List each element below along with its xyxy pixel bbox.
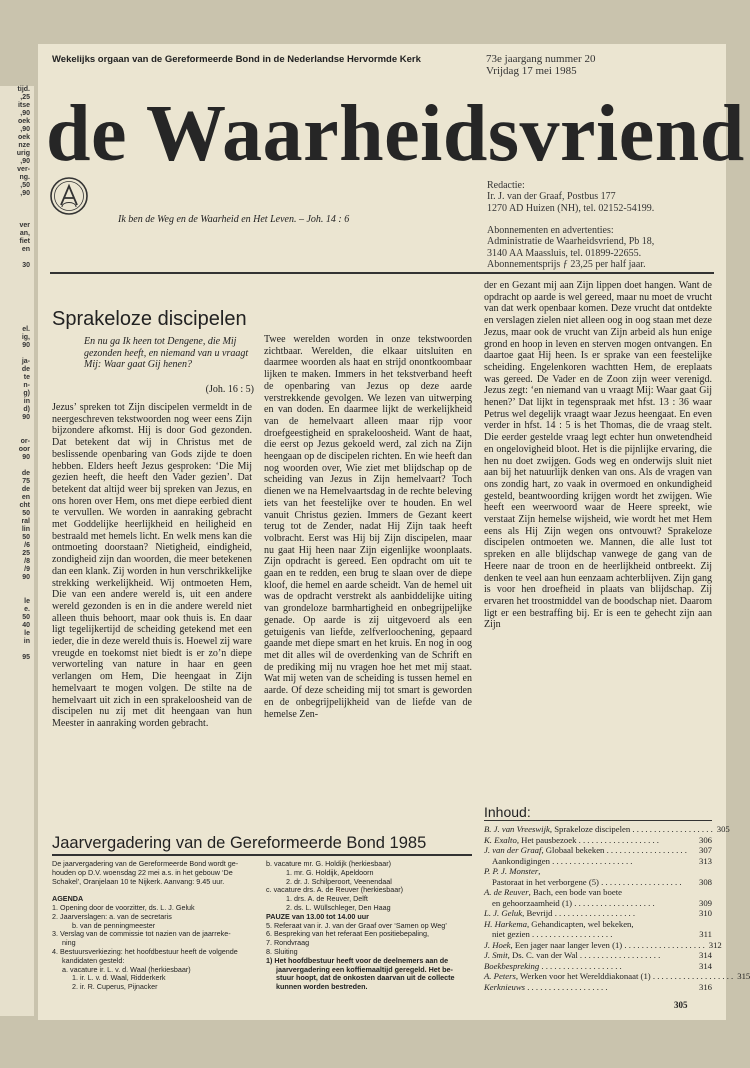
- strip-fragment: tijd.: [17, 86, 30, 93]
- toc-entry-title: A. Peters, Werken voor het Werelddiakonaat (1) . . . . . . . . . . . . . . . . . . .: [484, 971, 734, 981]
- jaarvergadering-line: 1) Het hoofdbestuur heeft voor de deelnemers aan de: [266, 955, 449, 965]
- jaarvergadering-line: [52, 886, 260, 895]
- strip-fragment: 90: [22, 414, 30, 421]
- toc-entry-page: 312: [708, 939, 722, 950]
- inhoud-title: Inhoud:: [484, 804, 531, 820]
- strip-fragment: ,90: [20, 110, 30, 117]
- toc-entry: [484, 919, 712, 930]
- toc-entry-page: 316: [698, 981, 712, 992]
- header-rule: [50, 272, 714, 274]
- toc-entry-page: 313: [698, 855, 712, 866]
- strip-fragment: nze: [18, 142, 30, 149]
- toc-entry: [484, 929, 712, 940]
- jaarvergadering-line: Schakel’, Oranjelaan 10 te Nijkerk. Aanvang: 9.45 uur.: [52, 876, 225, 886]
- toc-entry: [484, 845, 712, 856]
- toc-entry: [484, 887, 712, 898]
- toc-entry-title: J. Smit, Ds. C. van der Wal . . . . . . . . . . . . . . . . . . .: [484, 950, 661, 960]
- strip-fragment: el.: [22, 326, 30, 333]
- jaarvergadering-line: kandidaten gesteld:: [62, 955, 125, 965]
- masthead-motto: Ik ben de Weg en de Waarheid en Het Leven. – Joh. 14 : 6: [118, 214, 350, 225]
- strip-fragment: [0, 294, 34, 302]
- strip-fragment: [0, 214, 34, 222]
- toc-entry-page: 307: [698, 845, 712, 855]
- toc-entry: [484, 877, 712, 888]
- strip-fragment: ng.: [19, 174, 30, 181]
- strip-fragment: [0, 582, 34, 590]
- toc-entry: [484, 982, 712, 993]
- toc-entry: [484, 908, 712, 919]
- strip-fragment: an,: [19, 230, 30, 237]
- table-of-contents: [484, 820, 750, 992]
- jaarvergadering-rule: [52, 854, 472, 856]
- redactie-line: 1270 AD Huizen (NH), tel. 02152-54199.: [487, 202, 655, 214]
- strip-fragment: d): [23, 406, 30, 413]
- strip-fragment: ,90: [20, 158, 30, 165]
- toc-entry: [484, 939, 722, 951]
- toc-entry: [484, 866, 712, 877]
- toc-entry: [484, 835, 712, 846]
- strip-fragment: 30: [22, 262, 30, 269]
- article-column-3: [484, 280, 712, 631]
- toc-entry-title: B. J. van Vreeswijk, Sprakeloze discipelen . . . . . . . . . . . . . . . . . . .: [484, 824, 713, 834]
- strip-fragment: 90: [22, 454, 30, 461]
- jaarvergadering-line: 1. mr. G. Holdijk, Apeldoorn: [286, 867, 374, 877]
- alpha-omega-logo-icon: [49, 176, 89, 216]
- issue-info: [486, 53, 595, 77]
- jaarvergadering-line: ning: [62, 938, 76, 948]
- strip-fragment: ,25: [20, 94, 30, 101]
- jaarvergadering-line: 4. Bestuursverkiezing: het hoofdbestuur heeft de volgende: [52, 946, 238, 956]
- strip-fragment: urig: [16, 150, 30, 157]
- strip-fragment: en: [21, 246, 30, 253]
- strip-fragment: 50: [22, 510, 30, 517]
- toc-entry-title: A. de Reuver, Bach, een bode van boete: [484, 887, 622, 897]
- toc-entry-page: [708, 919, 712, 930]
- strip-fragment: en: [21, 494, 30, 501]
- jaarvergadering-line: 1. drs. A. de Reuver, Delft: [286, 894, 368, 904]
- toc-entry-page: 314: [698, 950, 712, 960]
- toc-entry-page: 311: [699, 929, 712, 939]
- toc-entry-title: niet gezien . . . . . . . . . . . . . . . . . . .: [492, 929, 613, 939]
- jaarvergadering-line: 7. Rondvraag: [266, 938, 310, 948]
- redactie-line: Redactie:: [487, 180, 525, 191]
- strip-fragment: cht: [19, 502, 30, 509]
- toc-entry-page: 308: [698, 876, 712, 887]
- strip-fragment: [0, 286, 34, 294]
- jaarvergadering-right: [266, 860, 472, 992]
- strip-fragment: 50: [22, 534, 30, 541]
- strip-fragment: 40: [22, 622, 30, 629]
- toc-entry-page: 309: [698, 897, 712, 908]
- strip-fragment: [0, 254, 34, 262]
- toc-entry-page: 306: [698, 834, 712, 845]
- toc-entry-title: K. Exalto, Het pausbezoek . . . . . . . . . . . . . . . . . . .: [484, 834, 659, 845]
- toc-entry-title: Boekbespreking . . . . . . . . . . . . . . . . . . .: [484, 960, 622, 971]
- jaarvergadering-line: AGENDA: [52, 894, 84, 904]
- strip-fragment: [0, 318, 34, 326]
- strip-fragment: [0, 270, 34, 278]
- toc-entry-title: J. Hoek, Een jager naar langer leven (1) . . . . . . . . . . . . . . . . . . .: [484, 939, 705, 950]
- strip-fragment: de: [21, 366, 30, 373]
- strip-fragment: ig,: [21, 334, 30, 341]
- strip-fragment: ,90: [20, 190, 30, 197]
- strip-fragment: lin: [21, 526, 30, 533]
- strip-fragment: ,50: [20, 182, 30, 189]
- strip-fragment: /9: [24, 566, 30, 573]
- strip-fragment: [0, 350, 34, 358]
- issue-date: Vrijdag 17 mei 1985: [486, 65, 577, 77]
- strip-fragment: ver-: [17, 166, 30, 173]
- strip-fragment: in: [23, 398, 30, 405]
- strip-fragment: 50: [22, 614, 30, 621]
- strip-fragment: ral: [21, 518, 30, 525]
- jaarvergadering-line: b. vacature mr. G. Holdijk (herkiesbaar): [266, 859, 392, 868]
- strip-fragment: [0, 278, 34, 286]
- redactie-line: Abonnementsprijs ƒ 23,25 per half jaar.: [487, 259, 646, 271]
- toc-entry: [484, 971, 750, 982]
- strip-fragment: [0, 590, 34, 598]
- article-column-1: [52, 402, 252, 730]
- jaarvergadering-line: houden op D.V. woensdag 22 mei a.s. in het gebouw ‘De: [52, 867, 233, 877]
- strip-fragment: [0, 646, 34, 654]
- strip-fragment: 75: [22, 478, 30, 485]
- strip-fragment: /8: [24, 558, 30, 565]
- strip-fragment: le: [24, 630, 30, 637]
- strip-fragment: oek: [17, 118, 30, 125]
- toc-entry-title: L. J. Geluk, Bevrijd . . . . . . . . . . . . . . . . . . .: [484, 908, 636, 918]
- strip-fragment: [0, 462, 34, 470]
- strip-fragment: [0, 198, 34, 206]
- redactie-line: Administratie de Waarheidsvriend, Pb 18,: [487, 236, 655, 248]
- toc-entry-page: [708, 866, 712, 877]
- jaarvergadering-line: c. vacature drs. A. de Reuver (herkiesbaar): [266, 885, 404, 895]
- article-quote: En nu ga Ik heen tot Dengene, die Mij gezonden heeft, en niemand van u vraagt Mij: Waar gaat Gij henen?: [84, 336, 249, 371]
- jaarvergadering-line: 6. Bespreking van het referaat Een positiebepaling,: [266, 929, 430, 939]
- jaarvergadering-line: 1. Opening door de voorzitter, ds. L. J. Geluk: [52, 902, 195, 912]
- strip-fragment: 90: [22, 342, 30, 349]
- strip-fragment: [0, 310, 34, 318]
- toc-entry-title: P. P. J. Monster,: [484, 866, 541, 876]
- strip-fragment: [0, 430, 34, 438]
- redactie-line: 3140 AA Maassluis, tel. 01899-22655.: [487, 247, 642, 259]
- redactie-line: Ir. J. van der Graaf, Postbus 177: [487, 191, 616, 203]
- issue-volume: 73e jaargang nummer 20: [486, 53, 596, 65]
- strip-fragment: le: [24, 598, 30, 605]
- adjacent-page-strip: [0, 86, 34, 1016]
- jaarvergadering-left: [52, 860, 260, 992]
- strip-fragment: te: [23, 374, 30, 381]
- jaarvergadering-line: 5. Referaat van ir. J. van der Graaf over ‘Samen op Weg’: [266, 920, 447, 930]
- jaarvergadering-line: b. van de penningmeester: [72, 920, 156, 930]
- strip-fragment: ver: [19, 222, 30, 229]
- strip-fragment: 95: [22, 654, 30, 661]
- jaarvergadering-line: 2. ir. R. Cuperus, Pijnacker: [72, 982, 158, 992]
- article-quote-ref: (Joh. 16 : 5): [205, 384, 254, 395]
- strip-fragment: oek: [17, 134, 30, 141]
- redactie-block: [487, 180, 654, 270]
- article-title: Sprakeloze discipelen: [52, 308, 247, 330]
- article-col1-text: Jezus’ spreken tot Zijn discipelen vermeldt in de neergeschreven tekstwoorden nog weer eens Zijn bijzondere afkomst. Hij is door God gezonden. Dat betekent dat wij in Christus met de beslissende openbaring van Gods zijde te doen hebben. Elders heeft Jezus gesproken: ‘Die Mij gezien heeft, die heeft den Vader gezien’. Dat betekent dat altijd weer bij spreken van Jezus, en ons horen over Hem, ons met diepe eerbied dient te vervullen. We worden in aanraking gebracht met Goddelijke heerlijkheid en heiligheid en bestraald met hemels licht. En welk mens kan die ontmoeting doorstaan? Nietigheid, eindigheid, zondigheid zijn dan woorden, die meer betekenen dan een klank. Zij worden in hun verschrikkelijke strekking werkelijkheid. Wij ontmoeten Hem, Die van een andere wereld is, uit een andere wereld gezonden is en in die andere wereld niet alleen thuis behoort, maar ook thuis is. En daar ligt tegelijkertijd de scheiding getekend met een ieder, die in deze wereld thuis is. Hoewel zij ware vreugde en toekomst niet biedt is er zo’n diepe verworteling van nature in haar en geen verlangen om Hem, Die heengaat in Zijn hemelvaart te mogen volgen. De stilte na de hemelvaart uit zich in een sprakeloosheid van de discipelen nu zij met dit heengaan van hun Meester in aanraking worden gebracht.: [52, 402, 252, 729]
- toc-entry: [484, 961, 712, 972]
- strip-fragment: itse: [17, 102, 30, 109]
- jaarvergadering-line: 1. ir. L. v. d. Waal, Ridderkerk: [72, 973, 166, 983]
- toc-entry-title: en gehoorzaamheid (1) . . . . . . . . . . . . . . . . . . .: [492, 897, 655, 908]
- strip-fragment: or-: [20, 438, 30, 445]
- strip-fragment: in: [23, 638, 30, 645]
- strip-fragment: fiet: [19, 238, 30, 245]
- redactie-line: [487, 214, 654, 225]
- toc-entry-title: Aankondigingen . . . . . . . . . . . . . . . . . . .: [492, 855, 633, 866]
- strip-fragment: /6: [24, 542, 30, 549]
- publication-tagline: Wekelijks orgaan van de Gereformeerde Bond in de Nederlandse Hervormde Kerk: [52, 54, 421, 65]
- jaarvergadering-line: 2. dr. J. Schilperoort, Veenendaal: [286, 876, 392, 886]
- article-col3-text: der en Gezant mij aan Zijn lippen doet hangen. Want de opdracht op aarde is wel gereed, maar nu moet de vrucht van dat werk openbaar komen. Deze vrucht dat ontdekte en verslagen zielen niet alleen oog in oog staan met deze Jezus, maar ook de vrucht van Zijn arbeid als hun enige grond en hoop in leven en sterven mogen ontvangen. En daartoe gaat Hij heen. Is er sprake van een feestelijke scheiding. Engelenkoren wachtten Hem, de ereplaats was gereed. De Vader en de Zoon zijn weer verenigd. Jezus zegt: ‘en niemand van u vraagt Mij: Waar gaat Gij henen?’ Dat lijkt in tegenspraak met hfst. 13 : 36 waar Petrus wel degelijk vraagt waar Jezus heengaat. En even verder in hfst. 14 : 5 is het Thomas, die de vraag stelt. Die eerder gestelde vraag legt echter hun onwetendheid en ongelovigheid bloot. Het is die pijnlijke ervaring, die hen nu doet zwijgen. Gods weg en onderwijs sluit niet aan bij het natuurlijk denken van ons. Als de vragen van ons zondig hart, zo vaak in overmoed en onkundigheid gesteld, beantwoording krijgen wordt het zwijgen. Wie heeft een weerwoord waar de Heere spreekt, wie verstaat Zijn hemelse wijsheid, wie wordt het met Hem eens als Hij Zijn wegen ons ontvouwt? Sprakeloze discipelen ontmoeten we. Mannen, die alle lust tot spreken en alle blijdschap vanwege de gang van de Heere naar de troon en de heerlijkheid ontbreekt. Zij denken te veel aan hun eenzaam achterblijven. Zijn gang is voor hen droefheid in plaats van blijdschap. Zij ervaren het troostmiddel van de boodschap niet. Daarom ligt er een bestraffing bij. Er is een te gehecht zijn aan Zijn: [484, 280, 712, 631]
- strip-fragment: de: [21, 486, 30, 493]
- jaarvergadering-line: 2. ds. L. Wüllschleger, Den Haag: [286, 902, 391, 912]
- strip-fragment: e.: [24, 606, 30, 613]
- strip-fragment: oor: [18, 446, 30, 453]
- toc-entry-title: H. Harkema, Gehandicapten, wel bekeken,: [484, 918, 634, 929]
- toc-entry: [484, 898, 712, 909]
- article-col2-text: Twee werelden worden in onze tekstwoorden zichtbaar. Werelden, die elkaar uitsluiten en daarmee woorden als haat en strijd onontkoombaar lijken te maken. Immers in het tekstverband heeft de openbaring van Jezus op deze aarde verstrekkende gevolgen. We lezen van uitwerping en van doden. En daarmee lijkt de werkelijkheid van de hemelvaart alleen maar rijp voor droefgeestigheid en sprakeloosheid. Want de haat, die eerst op Jezus gekoeld werd, zal zich na Zijn heengaan op de discipelen richten. En wie heeft dan nog woorden over, Wie ziet met blijdschap op de scheiding van Jezus in Zijn hemelvaart? Toch dienen we na Hemelvaartsdag in de rechte beleving iets van het feestelijke over te houden. En wel vanuit Christus gezien. Immers de Gezant keert terug tot de Zender, nadat Hij Zijn taak heeft volbracht. Eerst was Hij bij Zijn discipelen, maar nu gaat Hij heen naar Zijn eigenlijke woonplaats. Zijn opdracht is gereed. Een opdracht om uit te gaan en te redden, een brug te slaan over de diepe kloof, die hemel en aarde scheidt. Van de hemel uit was de opdracht verstrekt als aanbiddelijke uiting van grondeloze barmhartigheid en onbegrijpelijke genade. Op aarde is zij uitgevoerd als een getuigenis van liefde, zelfverloochening, gepaard gaande met diepe smart en het kruis. En nog in oog met dit alles wil de overdenking van de Schrift en de prediking mij nu vragen hoe het met mij staat. Wat mij weten van de scheiding is tussen hemel en aarde. Of deze scheiding mij tot smart is geworden en de onbegrijpelijkheid van de liefde van de hemelse Zen-: [264, 334, 472, 720]
- jaarvergadering-line: jaarvergadering een koffiemaaltijd geregeld. Het be-: [276, 964, 453, 974]
- masthead-title: de Waarheidsvriend: [46, 90, 745, 178]
- strip-fragment: 25: [22, 550, 30, 557]
- toc-entry-title: J. van der Graaf, Globaal bekeken . . . . . . . . . . . . . . . . . . .: [484, 845, 687, 855]
- toc-entry: [484, 824, 730, 835]
- strip-fragment: [0, 206, 34, 214]
- toc-entry-page: 314: [698, 960, 712, 971]
- strip-fragment: 90: [22, 574, 30, 581]
- toc-entry-page: 305: [716, 824, 730, 834]
- toc-entry-page: 310: [698, 908, 712, 918]
- jaarvergadering-line: PAUZE van 13.00 tot 14.00 uur: [266, 911, 369, 921]
- jaarvergadering-line: De jaarvergadering van de Gereformeerde Bond wordt ge-: [52, 859, 239, 868]
- toc-entry-page: 315: [737, 971, 750, 981]
- strip-fragment: g): [23, 390, 30, 397]
- jaarvergadering-line: 8. Sluiting: [266, 946, 298, 956]
- page-number: 305: [674, 1000, 688, 1010]
- toc-entry: [484, 950, 712, 961]
- strip-fragment: [0, 302, 34, 310]
- strip-fragment: de: [21, 470, 30, 477]
- toc-entry: [484, 856, 712, 867]
- article-column-2: [264, 334, 472, 720]
- jaarvergadering-line: a. vacature ir. L. v. d. Waal (herkiesbaar): [62, 964, 191, 974]
- strip-fragment: n-: [23, 382, 30, 389]
- redactie-line: Abonnementen en advertenties:: [487, 225, 614, 237]
- strip-fragment: [0, 422, 34, 430]
- strip-fragment: ja-: [21, 358, 30, 365]
- jaarvergadering-line: 2. Jaarverslagen: a. van de secretaris: [52, 911, 172, 921]
- toc-entry-title: Kerknieuws . . . . . . . . . . . . . . . . . . .: [484, 981, 608, 992]
- newspaper-page: [38, 44, 750, 1020]
- toc-entry-page: [708, 887, 712, 898]
- toc-entry-title: Pastoraat in het verborgene (5) . . . . . . . . . . . . . . . . . . .: [492, 876, 682, 887]
- jaarvergadering-line: stuur hoopt, dat de onkosten daarvan uit de collecte: [276, 973, 455, 983]
- strip-fragment: ,90: [20, 126, 30, 133]
- jaarvergadering-line: kunnen worden bestreden.: [276, 982, 368, 992]
- jaarvergadering-line: 3. Verslag van de commissie tot nazien van de jaarreke-: [52, 929, 231, 939]
- jaarvergadering-title: Jaarvergadering van de Gereformeerde Bond 1985: [52, 834, 427, 852]
